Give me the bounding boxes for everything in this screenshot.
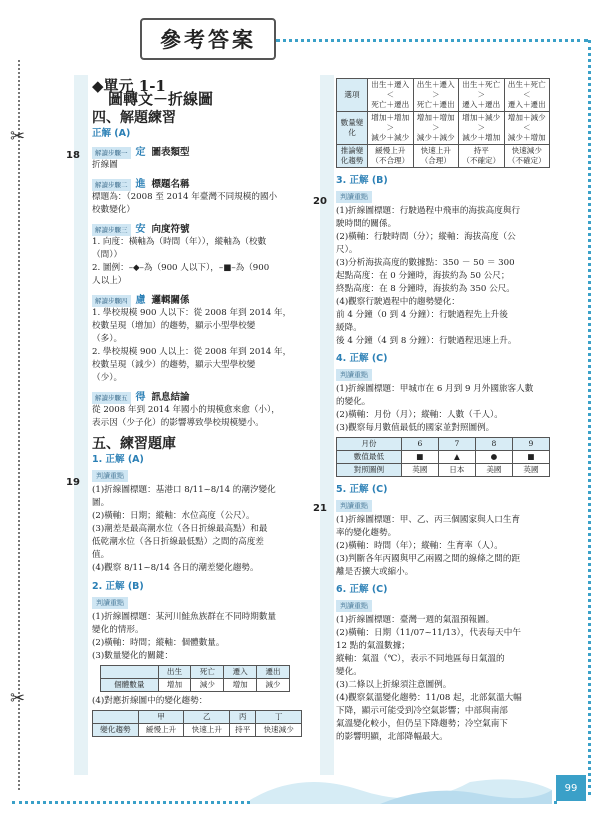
step-key: 安 [135,224,146,235]
table-cell: 持平 （不確定） [459,145,505,168]
step-body-line: （間）） [92,250,123,260]
answer-line: (4)觀察氣溫變化趨勢：11/08 起，北部氣溫大幅 [336,693,522,703]
table-row [101,679,290,692]
answer-line: (1)折線圖標題：臺灣一週的氣溫預報圖。 [336,615,495,625]
answer-line: (3)觀察每月數值最低的國家並對照圖例。 [336,423,495,433]
key-point-tag: 判讀重點 [336,369,372,381]
table-cell: 6 [401,438,438,451]
answer-line: 變化的情形。 [92,625,144,635]
table-cell: 遷入 [224,666,257,679]
answer-label: 6. 正解 (C) [336,584,388,595]
right-margin-strip [320,75,334,775]
step-key: 定 [135,147,146,158]
table-cell: 增加 [224,679,257,692]
table-cell: 增加＋減少 ＞ 減少＋增加 [459,112,505,145]
table-cell: ■ [401,451,438,464]
table-cell: 月份 [337,438,402,451]
table-cell: 8 [475,438,512,451]
step-body-line: （少）。 [92,373,123,383]
trend-table [92,710,302,737]
table-cell: ■ [512,451,549,464]
step-heading [92,294,302,307]
answer-line: (1)折線圖標題：基港口 8/11~8/14 的潮汐變化 [92,485,276,495]
step-badge: 解讀步驟四 [92,295,131,307]
table-header-row [337,438,550,451]
table-cell: 緩慢上升 （不合理） [368,145,414,168]
answer-line: 圖。 [92,498,110,508]
answer-line: (1)折線圖標題：行駛過程中飛車的海拔高度與行 [336,206,521,216]
answer-label: 1. 正解 (A) [92,454,144,465]
key-point-tag: 判讀重點 [336,600,372,612]
table-cell: 增加＋減少 ＜ 減少＋增加 [504,112,550,145]
table-cell: 英國 [512,464,549,477]
table-cell: 增加＋增加 ＞ 減少＋減少 [368,112,414,145]
step-list [92,146,302,430]
table-cell [101,666,159,679]
table-cell: 變化趨勢 [93,724,139,737]
right-column [336,78,550,744]
table-cell: 快速減少 [256,724,302,737]
table-cell: 出生＋死亡 ＜ 遷入＋遷出 [504,79,550,112]
step-key: 慮 [135,295,146,306]
answer-line: (2)橫軸：日期；縱軸：水位高度（公尺）。 [92,511,255,521]
step-body-line: 表示因（少子化）的影響導致學校規模變小。 [92,418,264,428]
page-title: 參考答案 [140,18,276,60]
answer-line: 緩降。 [336,323,362,333]
answer-line: (4)觀察 8/11~8/14 各日的潮差變化趨勢。 [92,563,259,573]
unit-heading: ◆單元 1-1 [92,77,166,95]
table-header-row [101,666,290,679]
step-body-line: 2. 學校規模 900 人以上：從 2008 年到 2014 年， [92,347,292,357]
table-cell: 遷出 [257,666,290,679]
step-body-line: （多）。 [92,334,123,344]
answer-line: (3)判斷各年丙國與甲乙兩國之間的線條之間的距 [336,554,521,564]
key-point-tag: 判讀重點 [336,500,372,512]
table-row [93,724,302,737]
row-label: 數量變化 [337,112,368,145]
key-point-tag: 判讀重點 [92,597,128,609]
step-badge: 解讀步驟五 [92,392,131,404]
answer-line: (1)折線圖標題：某河川鮭魚族群在不同時期數量 [92,612,277,622]
table-cell: 快速減少 （不確定） [504,145,550,168]
row-label: 選項 [337,79,368,112]
decorative-wave [0,760,600,810]
answer-line: 12 點的氣溫數據； [336,641,410,651]
answer-line: (2)橫軸：行駛時間（分）；縱軸：海拔高度（公 [336,232,516,242]
answer-line: (2)橫軸：日期（11/07~11/13），代表每天中午 [336,628,521,638]
answer-line: (3)潮差是最高潮水位（各日折線最高點）和最 [92,524,268,534]
option-analysis-table [336,78,550,168]
table-cell: 乙 [184,711,230,724]
answer-label: 4. 正解 (C) [336,353,388,364]
scissors-icon: ✂ [10,688,26,709]
answer-line: 前 4 分鐘（0 到 4 分鐘）：行駛過程先上升後 [336,310,508,320]
question-number: 21 [313,503,327,514]
answer-line: (4)觀察行駛過程中的趨勢變化： [336,297,460,307]
step-heading [92,391,302,404]
table-cell: 數值最低 [337,451,402,464]
table-row [337,79,550,112]
step-body-line: 校數變化） [92,205,135,215]
quantity-table [100,665,290,692]
step-title: 圖表類型 [151,147,190,158]
monthly-lowest-table [336,437,550,477]
answer-line: (3)分析海拔高度的數據點：350 － 50 ＝ 300 [336,258,515,268]
step-body-line: 2. 圖例：–◆–為（900 人以下），–■–為（900 [92,263,270,273]
scissors-icon: ✂ [10,126,26,147]
step-heading [92,223,302,236]
answer-line: (2)橫軸：月份（月）；縱軸：人數（千人）。 [336,410,503,420]
table-cell: 緩慢上升 [138,724,184,737]
answer-line: 的影響明顯，北部降幅最大。 [336,732,448,742]
answer-line: 終點高度：在 8 分鐘時，海拔約為 350 公尺。 [336,284,515,294]
table-cell: 出生＋遷入 ＜ 死亡＋遷出 [368,79,414,112]
answer-line: 駛時間的關係。 [336,219,397,229]
left-column [92,77,302,737]
question-number: 20 [313,196,327,207]
answer-body [92,611,302,663]
table-cell: 快速上升 （合理） [413,145,459,168]
answer-line: 起點高度：在 0 分鐘時，海拔約為 50 公尺； [336,271,510,281]
question-number: 19 [66,477,80,488]
answer-label: 3. 正解 (B) [336,175,388,186]
step-body-line: 折線圖 [92,160,118,170]
answer-label: 2. 正解 (B) [92,581,144,592]
answer-line: 率的變化趨勢。 [336,528,397,538]
table-cell: 英國 [401,464,438,477]
step-title: 邏輯關係 [151,295,190,306]
answer-line: 縱軸：氣溫（℃），表示不同地區每日氣溫的 [336,654,505,664]
cut-line [18,60,20,790]
step-key: 得 [135,392,146,403]
answer-line: 的變化。 [336,397,371,407]
table-header-row [93,711,302,724]
right-dotted-border [588,40,591,795]
step-key: 進 [135,179,146,190]
step-title: 訊息結論 [151,392,190,403]
table-cell: 美國 [475,464,512,477]
step-heading [92,178,302,191]
answer-line: (2)橫軸：時間（年）；縱軸：生育率（人）。 [336,541,503,551]
page-number: 99 [556,775,586,801]
step-body-line: 校數呈現（減少）的趨勢，顯示大型學校變 [92,360,256,370]
table-cell: 增加＋增加 ＞ 減少＋減少 [413,112,459,145]
step-body-line: 1. 向度：橫軸為（時間（年）），縱軸為（校數 [92,237,267,247]
key-point-tag: 判讀重點 [336,191,372,203]
answer-line: 氣溫變化較小，但仍呈下降趨勢；冷空氣南下 [336,719,508,729]
step-body-line: 人以上） [92,276,127,286]
table-cell: 持平 [230,724,256,737]
answer-body [336,383,550,435]
answer-line: (2)橫軸：時間；縱軸：個體數量。 [92,638,225,648]
answer-line: 變化。 [336,667,362,677]
step-badge: 解讀步驟三 [92,224,131,236]
answer-line: 值。 [92,550,110,560]
key-point-tag: 判讀重點 [92,470,128,482]
unit-title: 圖轉文－折線圖 [108,90,214,108]
answer-body [92,484,302,575]
table-cell: 日本 [438,464,475,477]
table-row [337,464,550,477]
answer-body [336,514,550,579]
table-cell: 出生 [158,666,191,679]
step-title: 向度符號 [151,224,190,235]
top-dotted-border [276,39,588,42]
step-heading [92,146,302,159]
table-cell: ▲ [438,451,475,464]
answer-label: 5. 正解 (C) [336,484,388,495]
table-cell: 個體數量 [101,679,159,692]
table-cell: 7 [438,438,475,451]
answer-line: (3)二條以上折線須注意圖例。 [336,680,452,690]
answer-label: 正解 (A) [92,128,131,139]
table-cell: 丙 [230,711,256,724]
section-heading: 四、解題練習 [92,110,176,126]
table-row [337,112,550,145]
table-cell: 快速上升 [184,724,230,737]
table-row [337,145,550,168]
answer-line: (3)數量變化的關鍵： [92,651,173,661]
answer-line: 下降，顯示可能受到冷空氣影響；中部與南部 [336,706,508,716]
step-body-line: 標題為：（2008 至 2014 年臺灣不同規模的國小 [92,192,278,202]
row-label: 推論變化趨勢 [337,145,368,168]
answer-body-line: (4)對應折線圖中的變化趨勢： [92,696,208,706]
table-cell [93,711,139,724]
table-cell: 減少 [191,679,224,692]
section-heading: 五、練習題庫 [92,436,176,452]
step-body-line: 1. 學校規模 900 人以下：從 2008 年到 2014 年， [92,308,292,318]
step-title: 標題名稱 [151,179,190,190]
step-badge: 解讀步驟一 [92,147,131,159]
answer-line: 尺）。 [336,245,358,255]
step-body-line: 從 2008 年到 2014 年國小的規模愈來愈（小）， [92,405,280,415]
answer-line: 離是否擴大或縮小。 [336,567,414,577]
table-cell: 9 [512,438,549,451]
step-body-line: 校數呈現（增加）的趨勢，顯示小型學校變 [92,321,256,331]
table-cell: 對照圖例 [337,464,402,477]
table-cell: 甲 [138,711,184,724]
table-cell: 減少 [257,679,290,692]
table-cell: ● [475,451,512,464]
answer-line: 後 4 分鐘（4 到 8 分鐘）：行駛過程迅速上升。 [336,336,517,346]
table-row [337,451,550,464]
answer-line: (1)折線圖標題：甲、乙、丙三個國家與人口生育 [336,515,521,525]
table-cell: 死亡 [191,666,224,679]
table-cell: 出生＋遷入 ＞ 死亡＋遷出 [413,79,459,112]
table-cell: 出生＋死亡 ＞ 遷入＋遷出 [459,79,505,112]
answer-line: 低乾潮水位（各日折線最低點）之間的高度差 [92,537,264,547]
answer-body [336,205,550,348]
answer-line: (1)折線圖標題：甲城市在 6 月到 9 月外國旅客人數 [336,384,534,394]
answer-body [336,614,550,744]
question-number: 18 [66,150,80,161]
step-badge: 解讀步驟二 [92,179,131,191]
left-margin-strip [74,75,88,775]
table-cell: 丁 [256,711,302,724]
table-cell: 增加 [158,679,191,692]
